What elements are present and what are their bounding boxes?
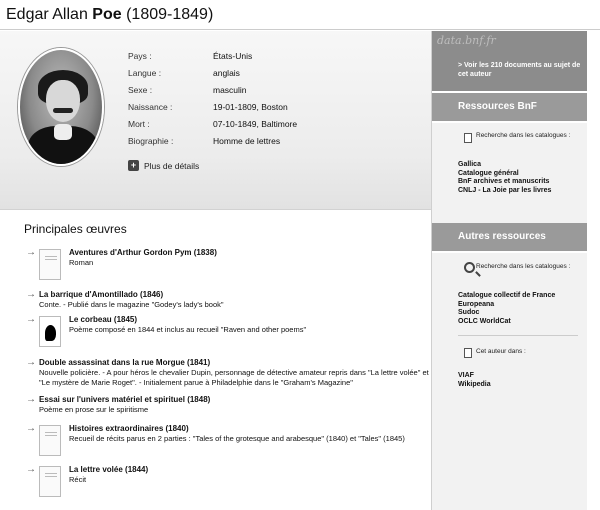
page-title: Edgar Allan Poe (1809-1849) <box>6 6 214 23</box>
link-cnlj[interactable]: CNLJ - La Joie par les livres <box>458 186 552 194</box>
search-icon <box>464 262 475 273</box>
work-title[interactable]: Histoires extraordinaires (1840) <box>69 424 189 433</box>
book-thumbnail[interactable] <box>39 249 61 280</box>
more-details-link[interactable]: + Plus de détails <box>128 160 199 171</box>
title-bar <box>0 0 600 30</box>
bnf-resources-panel: Recherche dans les catalogues : Gallica Catalogue général BnF archives et manuscrits CNLJ - La Joie par les livres <box>432 123 587 229</box>
fact-biographie: Biographie : Homme de lettres <box>128 135 281 146</box>
work-title[interactable]: La barrique d'Amontillado (1846) <box>39 290 164 299</box>
link-bnf-archives[interactable]: BnF archives et manuscrits <box>458 178 550 185</box>
author-portrait <box>18 48 104 166</box>
works-list <box>26 247 429 505</box>
document-icon <box>464 348 472 358</box>
fact-mort: Mort : 07-10-1849, Baltimore <box>128 118 298 129</box>
work-item[interactable]: → Le corbeau (1845) Poème composé en 1844 et inclus au recueil "Raven and other poems" <box>26 315 426 358</box>
work-title[interactable]: La lettre volée (1844) <box>69 465 149 474</box>
work-title[interactable]: Aventures d'Arthur Gordon Pym (1838) <box>69 248 217 257</box>
work-title[interactable]: Le corbeau (1845) <box>69 315 138 324</box>
arrow-icon: → <box>26 357 36 368</box>
book-thumbnail[interactable] <box>39 466 61 497</box>
document-icon <box>464 133 472 143</box>
arrow-icon: → <box>26 394 36 405</box>
author-facts <box>128 47 428 149</box>
raven-thumbnail[interactable] <box>39 316 61 347</box>
link-catalogue-general[interactable]: Catalogue général <box>458 169 519 177</box>
all-documents-link[interactable]: > Voir les 210 documents au sujet de cet auteur <box>458 62 581 78</box>
link-viaf[interactable]: VIAF <box>458 372 474 379</box>
work-title[interactable]: Essai sur l'univers matériel et spirituel (1848) <box>39 395 211 404</box>
link-wikipedia[interactable]: Wikipedia <box>458 380 491 388</box>
link-gallica[interactable]: Gallica <box>458 161 481 168</box>
work-item[interactable]: → La barrique d'Amontillado (1846) Conte. - Publié dans le magazine "Godey's lady's book" <box>26 290 426 315</box>
work-item[interactable]: → Double assassinat dans la rue Morgue (1841) Nouvelle policière. - A pour héros le chevalier Dupin, personnage de détective amateur repris dans "La lettre volée" et "Le mystère de Marie Roget". - Initialement parue à Philadelphie dans le "Graham's Magazine" <box>26 357 429 387</box>
arrow-icon: → <box>26 247 36 258</box>
works-heading: Principales œuvres <box>24 222 127 236</box>
other-resources-heading: Autres ressources <box>432 223 587 251</box>
link-worldcat[interactable]: OCLC WorldCat <box>458 317 511 325</box>
bnf-links <box>458 161 551 195</box>
arrow-icon: → <box>26 464 36 475</box>
link-ccfr[interactable]: Catalogue collectif de France <box>458 292 556 299</box>
link-europeana[interactable]: Europeana <box>458 300 495 308</box>
work-item[interactable]: → Aventures d'Arthur Gordon Pym (1838) Roman <box>26 248 426 290</box>
arrow-icon: → <box>26 314 36 325</box>
bnf-resources-heading: Ressources BnF <box>432 93 587 121</box>
fact-pays: Pays : États-Unis <box>128 50 253 61</box>
link-sudoc[interactable]: Sudoc <box>458 309 480 316</box>
arrow-icon: → <box>26 423 36 434</box>
brand-logo: data.bnf.fr <box>437 34 496 47</box>
work-title[interactable]: Double assassinat dans la rue Morgue (1841) <box>39 358 211 367</box>
work-item[interactable]: → Essai sur l'univers matériel et spirituel (1848) Poème en prose sur le spiritisme <box>26 395 426 424</box>
sidebar-top <box>432 31 587 91</box>
fact-naissance: Naissance : 19-01-1809, Boston <box>128 101 288 112</box>
fact-sexe: Sexe : masculin <box>128 84 247 95</box>
other-links <box>458 292 555 326</box>
work-item[interactable]: → Histoires extraordinaires (1840) Recueil de récits parus en 2 parties : "Tales of the grotesque and arabesque" (1840) et "Tales" (1845) <box>26 424 426 465</box>
plus-icon: + <box>128 160 139 171</box>
arrow-icon: → <box>26 289 36 300</box>
work-item[interactable]: → La lettre volée (1844) Récit <box>26 465 426 505</box>
author-links <box>458 372 491 389</box>
divider <box>458 335 578 336</box>
sidebar <box>431 31 586 510</box>
book-thumbnail[interactable] <box>39 425 61 456</box>
fact-langue: Langue : anglais <box>128 67 240 78</box>
author-summary <box>0 31 431 210</box>
other-resources-panel: Recherche dans les catalogues : Catalogue collectif de France Europeana Sudoc OCLC WorldCat Cet auteur dans : VIAF Wikipedia <box>432 253 587 510</box>
